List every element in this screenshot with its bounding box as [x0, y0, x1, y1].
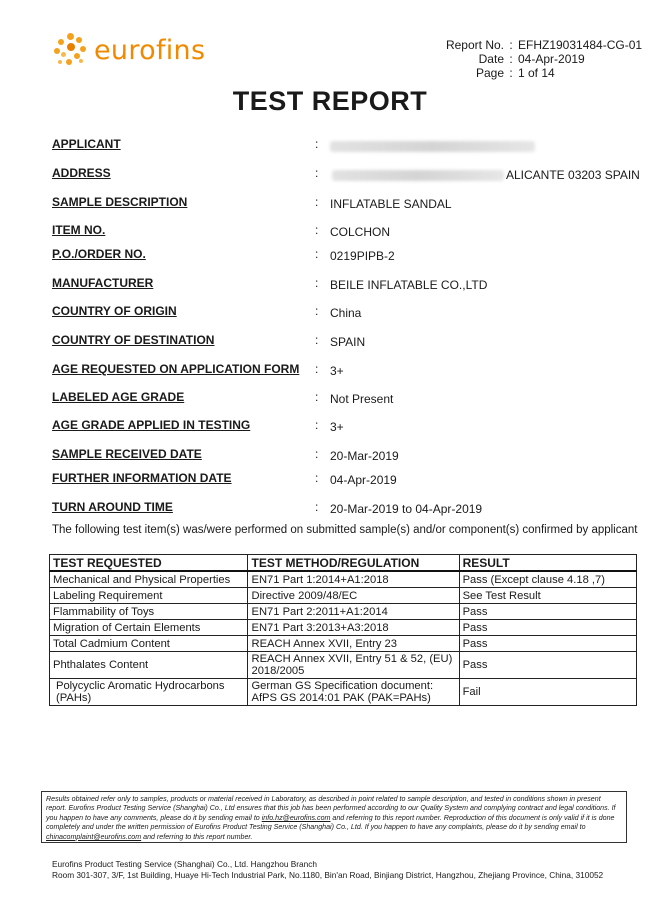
header-test-requested: TEST REQUESTED: [50, 555, 248, 572]
meta-colon: :: [509, 38, 513, 52]
cell-result: Fail: [459, 679, 636, 706]
header-result: RESULT: [459, 555, 636, 572]
field-colon: :: [315, 166, 319, 180]
meta-colon: :: [509, 66, 513, 80]
table-row: [50, 604, 637, 620]
report-no-row: [432, 38, 642, 52]
disclaimer-text-2: and referring to this report number. Reproduction of this document is only valid if it is done completely and under the written permission of Eurofins Product Testing Service (Shanghai) Co., Ltd. If you happen to have any complaints, please do it by sending email to: [46, 813, 615, 832]
field-label: SAMPLE RECEIVED DATE: [52, 447, 202, 461]
table-row: [50, 571, 637, 588]
cell-test: Flammability of Toys: [50, 604, 248, 620]
meta-colon: :: [509, 52, 513, 66]
field-address: [52, 166, 642, 184]
field-colon: :: [315, 418, 319, 432]
report-no-value: EFHZ19031484-CG-01: [518, 38, 643, 52]
cell-method: EN71 Part 2:2011+A1:2014: [248, 604, 459, 620]
field-label: TURN AROUND TIME: [52, 500, 173, 514]
field-colon: :: [315, 390, 319, 404]
field-value: 3+: [330, 420, 344, 434]
field-value: BEILE INFLATABLE CO.,LTD: [330, 278, 488, 292]
field-item-no: [52, 223, 642, 241]
field-value: 04-Apr-2019: [330, 473, 397, 487]
field-country-of-destination: [52, 333, 642, 351]
field-colon: :: [315, 447, 319, 461]
field-label: LABELED AGE GRADE: [52, 390, 185, 404]
field-sample-received-date: [52, 447, 642, 465]
field-colon: :: [315, 471, 319, 485]
field-value: 20-Mar-2019: [330, 449, 399, 463]
table-header-row: [50, 555, 637, 572]
table-row: [50, 620, 637, 636]
field-label: ADDRESS: [52, 166, 111, 180]
table-row: [50, 588, 637, 604]
field-age-grade-applied: [52, 418, 642, 436]
field-label: AGE GRADE APPLIED IN TESTING: [52, 418, 251, 432]
cell-test: Migration of Certain Elements: [50, 620, 248, 636]
field-colon: :: [315, 137, 319, 151]
field-label: COUNTRY OF DESTINATION: [52, 333, 215, 347]
cell-result: Pass: [459, 604, 636, 620]
cell-test: Total Cadmium Content: [50, 636, 248, 652]
table-row: [50, 636, 637, 652]
field-po-order-no: [52, 247, 642, 265]
page-row: [432, 66, 642, 80]
field-value: 20-Mar-2019 to 04-Apr-2019: [330, 502, 483, 516]
date-row: [432, 52, 642, 66]
cell-result: Pass: [459, 636, 636, 652]
page-title: TEST REPORT: [232, 86, 428, 116]
disclaimer-text-3: and referring to this report number.: [143, 832, 253, 841]
cell-test: Labeling Requirement: [50, 588, 248, 604]
cell-method: Directive 2009/48/EC: [248, 588, 459, 604]
cell-method: German GS Specification document: AfPS GS 2014:01 PAK (PAK=PAHs): [248, 679, 459, 706]
table-row: [50, 679, 637, 706]
page-label: Page: [475, 66, 504, 80]
field-manufacturer: [52, 276, 642, 294]
field-label: FURTHER INFORMATION DATE: [52, 471, 232, 485]
field-age-requested: [52, 362, 642, 380]
field-label: COUNTRY OF ORIGIN: [52, 304, 177, 318]
field-value: 3+: [330, 364, 344, 378]
cell-result: Pass: [459, 652, 636, 679]
field-sample-description: [52, 195, 642, 213]
redacted-address: [332, 170, 504, 181]
date-value: 04-Apr-2019: [518, 52, 585, 66]
report-no-label: Report No.: [445, 38, 504, 52]
field-further-information-date: [52, 471, 642, 489]
field-value: Not Present: [330, 392, 394, 406]
disclaimer-text-1: Results obtained refer only to samples, products or material received in Laboratory, as described in point related to sample description, and tested in conditions shown in present report. Eurofins Product Testing Service (Shanghai) Co., Ltd ensures that this job has been performed according to our Quality System and complying contract and legal conditions. If you happen to have any comments, please do it by sending email to: [46, 795, 616, 822]
cell-method: EN71 Part 3:2013+A3:2018: [248, 620, 459, 636]
field-labeled-age-grade: [52, 390, 642, 408]
redacted-applicant: [330, 141, 535, 152]
page-value: 1 of 14: [518, 66, 555, 80]
field-value: China: [330, 306, 362, 320]
field-colon: :: [315, 276, 319, 290]
table-row: [50, 652, 637, 679]
field-label: APPLICANT: [52, 137, 121, 151]
field-turn-around-time: [52, 500, 642, 518]
cell-method: REACH Annex XVII, Entry 23: [248, 636, 459, 652]
field-country-of-origin: [52, 304, 642, 322]
field-label: P.O./ORDER NO.: [52, 247, 146, 261]
field-label: ITEM NO.: [52, 223, 106, 237]
field-colon: :: [315, 223, 319, 237]
cell-test: Phthalates Content: [50, 652, 248, 679]
field-value: INFLATABLE SANDAL: [330, 197, 452, 211]
field-colon: :: [315, 500, 319, 514]
field-label: SAMPLE DESCRIPTION: [52, 195, 188, 209]
intro-text: The following test item(s) was/were performed on submitted sample(s) and/or component(s) confirmed by applicant: [52, 524, 638, 536]
cell-method: REACH Annex XVII, Entry 51 & 52, (EU) 2018/2005: [248, 652, 459, 679]
cell-result: See Test Result: [459, 588, 636, 604]
results-table: [49, 554, 637, 706]
field-label: MANUFACTURER: [52, 276, 154, 290]
field-colon: :: [315, 333, 319, 347]
cell-result: Pass: [459, 620, 636, 636]
field-colon: :: [315, 362, 319, 376]
header-test-method: TEST METHOD/REGULATION: [248, 555, 459, 572]
field-value: ALICANTE 03203 SPAIN: [506, 168, 640, 182]
complaint-email-link[interactable]: chinacomplaint@eurofins.com: [46, 832, 142, 841]
disclaimer-box: [41, 791, 627, 843]
brand-name: eurofins: [94, 34, 206, 66]
eurofins-logo: [52, 30, 205, 70]
field-value: COLCHON: [330, 225, 391, 239]
field-applicant: [52, 137, 642, 155]
footer-street: Room 301-307, 3/F, 1st Building, Huaye Hi-Tech Industrial Park, No.1180, Bin'an Road, Binjiang District, Hangzhou, Zhejiang Province, China, 310052: [52, 869, 604, 880]
cell-result: Pass (Except clause 4.18 ,7): [459, 571, 636, 588]
footer-company: Eurofins Product Testing Service (Shanghai) Co., Ltd. Hangzhou Branch: [52, 859, 318, 869]
field-value: 0219PIPB-2: [330, 249, 395, 263]
date-label: Date: [478, 52, 504, 66]
cell-test: Mechanical and Physical Properties: [50, 571, 248, 588]
footer-address: [52, 859, 603, 880]
field-colon: :: [315, 247, 319, 261]
report-meta: [432, 38, 642, 80]
field-colon: :: [315, 195, 319, 209]
field-value: SPAIN: [330, 335, 366, 349]
cell-method: EN71 Part 1:2014+A1:2018: [248, 571, 459, 588]
info-email-link[interactable]: info.hz@eurofins.com: [261, 813, 331, 822]
field-label: AGE REQUESTED ON APPLICATION FORM: [52, 362, 300, 376]
field-colon: :: [315, 304, 319, 318]
eurofins-dots-icon: [52, 31, 90, 69]
cell-test: Polycyclic Aromatic Hydrocarbons (PAHs): [50, 679, 248, 706]
